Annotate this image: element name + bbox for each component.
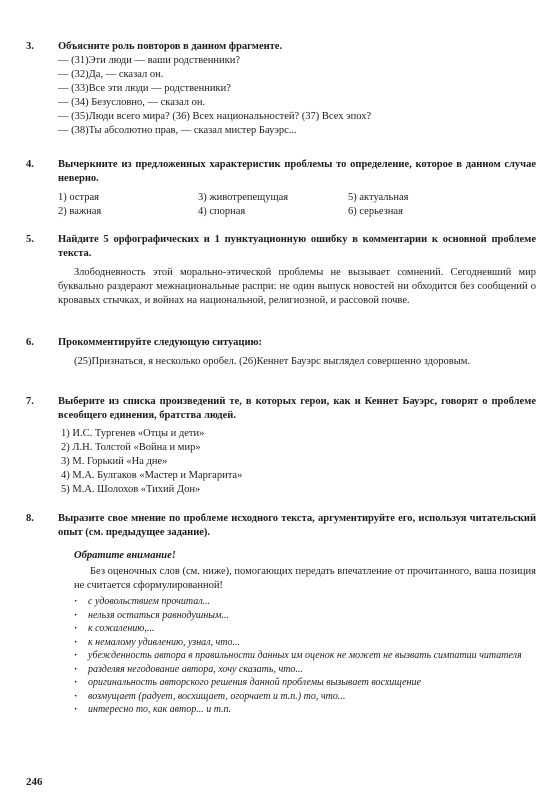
situation-text: (25)Признаться, я несколько оробел. (26)Кеннет Бауэрс выглядел совершенно здоровым. bbox=[74, 356, 471, 367]
option-item: 3) животрепещущая bbox=[198, 192, 289, 203]
works-list bbox=[58, 427, 536, 497]
note-intro: Без оценочных слов (см. ниже), помогающих передать впечатление от прочитанного, ваша позиция не считается сформулированной! bbox=[74, 566, 536, 591]
options-grid bbox=[58, 191, 536, 219]
question-6 bbox=[26, 336, 536, 369]
dialogue-line: — (34) Безусловно, — сказал он. bbox=[58, 97, 206, 108]
dialogue-line: — (38)Ты абсолютно прав, — сказал мистер Бауэрс... bbox=[58, 125, 297, 136]
dialogue-line: — (35)Люди всего мира? (36) Всех национальностей? (37) Всех эпох? bbox=[58, 111, 372, 122]
attention-note bbox=[74, 549, 536, 717]
question-number: 3. bbox=[26, 41, 34, 52]
evaluative-phrases-list bbox=[74, 595, 536, 717]
dialogue-line: — (33)Все эти люди — родственники? bbox=[58, 83, 231, 94]
dialogue-line: — (31)Эти люди — ваши родственники? bbox=[58, 55, 241, 66]
list-item: · нельзя остаться равнодушным... bbox=[74, 609, 536, 623]
list-item: · возмущает (радует, восхищает, огорчает и т.п.) то, что... bbox=[74, 690, 536, 704]
list-item: · интересно то, как автор... и т.п. bbox=[74, 703, 536, 717]
list-item: · оригинальность авторского решения данной проблемы вызывает восхищение bbox=[74, 676, 536, 690]
list-item: 1) И.С. Тургенев «Отцы и дети» bbox=[61, 428, 205, 439]
option-item: 5) актуальная bbox=[348, 192, 409, 203]
list-item: · разделяя негодование автора, хочу сказать, что... bbox=[74, 663, 536, 677]
question-title: Выразите свое мнение по проблеме исходного текста, аргументируйте его, используя читательский опыт (см. предыдущее задание). bbox=[58, 513, 536, 538]
question-title: Объясните роль повторов в данном фрагменте. bbox=[58, 41, 283, 52]
comment-text: Злободневность этой морально-этической проблемы не вызывает сомнений. Сегодневший мир буквально раздерают межнациональные распри: не один выпуск новостей ни обходится без сообщений о кровавых стычках, и войнах на национальной, религиозной, и рассовой почве. bbox=[58, 267, 536, 306]
page-number: 246 bbox=[26, 776, 43, 788]
question-number: 8. bbox=[26, 513, 34, 524]
option-item: 4) спорная bbox=[198, 206, 246, 217]
question-7 bbox=[26, 395, 536, 497]
option-item: 1) острая bbox=[58, 192, 100, 203]
question-title: Прокомментируйте следующую ситуацию: bbox=[58, 337, 263, 348]
question-number: 5. bbox=[26, 234, 34, 245]
option-item: 2) важная bbox=[58, 206, 102, 217]
list-item: · к сожалению,... bbox=[74, 622, 536, 636]
question-3 bbox=[26, 40, 536, 138]
option-item: 6) серьезная bbox=[348, 206, 403, 217]
question-8 bbox=[26, 512, 536, 717]
question-title: Выберите из списка произведений те, в которых герои, как и Кеннет Бауэрс, говорят о проблеме всеобщего единения, братства людей. bbox=[58, 396, 536, 421]
question-4 bbox=[26, 158, 536, 219]
list-item: · убежденность автора в правильности данных им оценок не может не вызвать симпатии читателя bbox=[74, 649, 536, 663]
question-title: Вычеркните из предложенных характеристик проблемы то определение, которое в данном случае неверно. bbox=[58, 159, 536, 184]
list-item: 5) М.А. Шолохов «Тихий Дон» bbox=[61, 484, 201, 495]
question-number: 7. bbox=[26, 396, 34, 407]
question-title: Найдите 5 орфографических и 1 пунктуационную ошибку в комментарии к основной проблеме текста. bbox=[58, 234, 536, 259]
list-item: 4) М.А. Булгаков «Мастер и Маргарита» bbox=[61, 470, 243, 481]
dialogue-line: — (32)Да, — сказал он. bbox=[58, 69, 164, 80]
list-item: 2) Л.Н. Толстой «Война и мир» bbox=[61, 442, 201, 453]
list-item: · с удовольствием прочитал... bbox=[74, 595, 536, 609]
question-number: 4. bbox=[26, 159, 34, 170]
question-number: 6. bbox=[26, 337, 34, 348]
list-item: · к немалому удивлению, узнал, что... bbox=[74, 636, 536, 650]
question-5 bbox=[26, 233, 536, 308]
note-heading: Обратите внимание! bbox=[74, 550, 176, 561]
list-item: 3) М. Горький «На дне» bbox=[61, 456, 168, 467]
